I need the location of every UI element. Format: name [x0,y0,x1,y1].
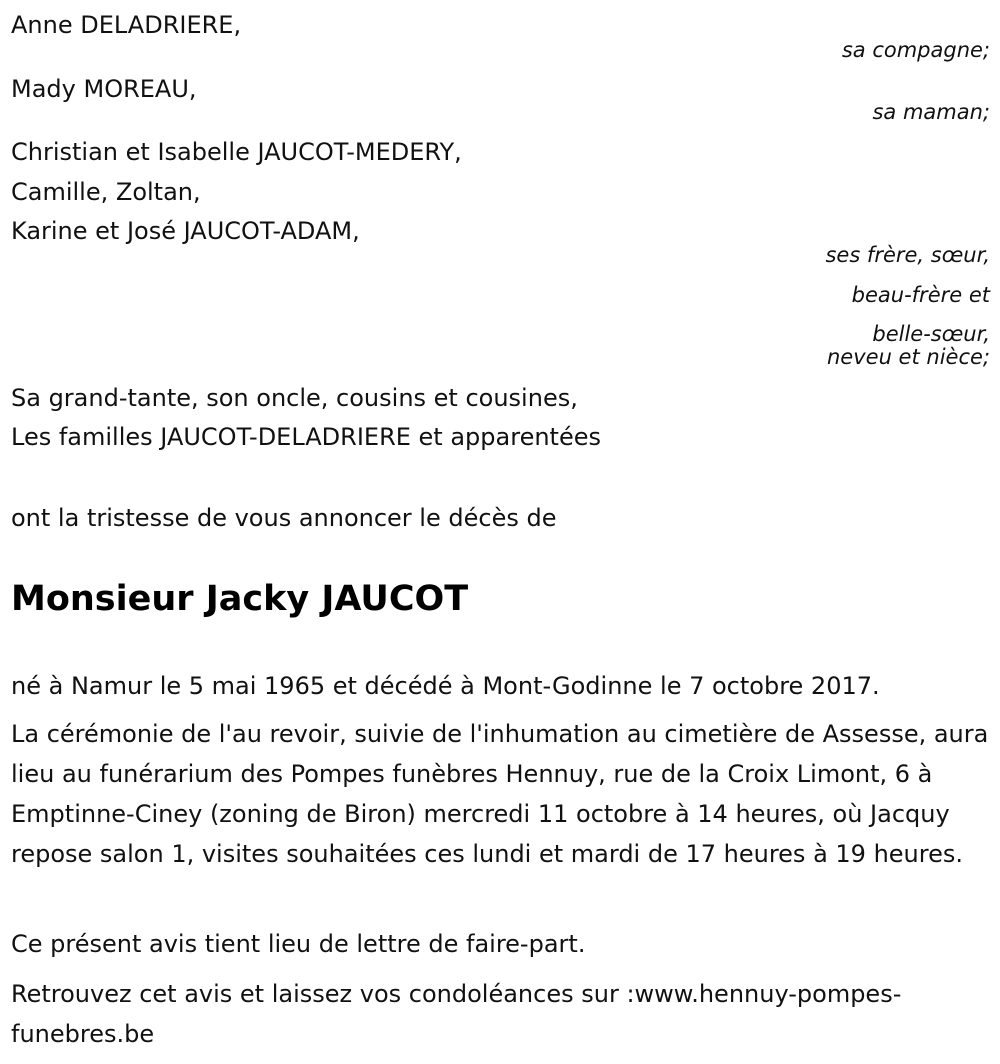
birth-death-line: né à Namur le 5 mai 1965 et décédé à Mont-Godinne le 7 octobre 2017. [11,672,880,700]
deceased-name: Monsieur Jacky JAUCOT [11,579,469,619]
condolences-text: Retrouvez cet avis et laissez vos condoléances sur :www.hennuy-pompes-funebres.be [11,980,902,1048]
partner-name: Anne DELADRIERE, [11,11,242,39]
notice-text: Ce présent avis tient lieu de lettre de faire-part. [11,930,586,958]
extended-family-line-1: Sa grand-tante, son oncle, cousins et cousines, [11,384,578,412]
sibling-line-3: Karine et José JAUCOT-ADAM, [11,217,360,245]
mother-name: Mady MOREAU, [11,75,197,103]
siblings-relation-2: beau-frère et [851,283,990,307]
extended-family-line-2: Les familles JAUCOT-DELADRIERE et apparentées [11,423,601,451]
partner-relation: sa compagne; [841,38,990,62]
announcement-text: ont la tristesse de vous annoncer le décès de [11,504,557,532]
mother-relation: sa maman; [872,100,990,124]
sibling-line-2: Camille, Zoltan, [11,178,201,206]
ceremony-details: La cérémonie de l'au revoir, suivie de l'inhumation au cimetière de Assesse, aura lieu au funérarium des Pompes funèbres Hennuy, rue de la Croix Limont, 6 à Emptinne-Ciney (zoning de Biron) mercredi 11 octobre à 14 heures, où Jacquy repose salon 1, visites souhaitées ces lundi et mardi de 17 heures à 19 heures. [11,720,989,868]
sibling-line-1: Christian et Isabelle JAUCOT-MEDERY, [11,138,462,166]
siblings-relation-3: belle-sœur, [872,322,990,346]
siblings-relation-1: ses frère, sœur, [825,243,990,267]
siblings-relation-4: neveu et nièce; [827,345,990,369]
